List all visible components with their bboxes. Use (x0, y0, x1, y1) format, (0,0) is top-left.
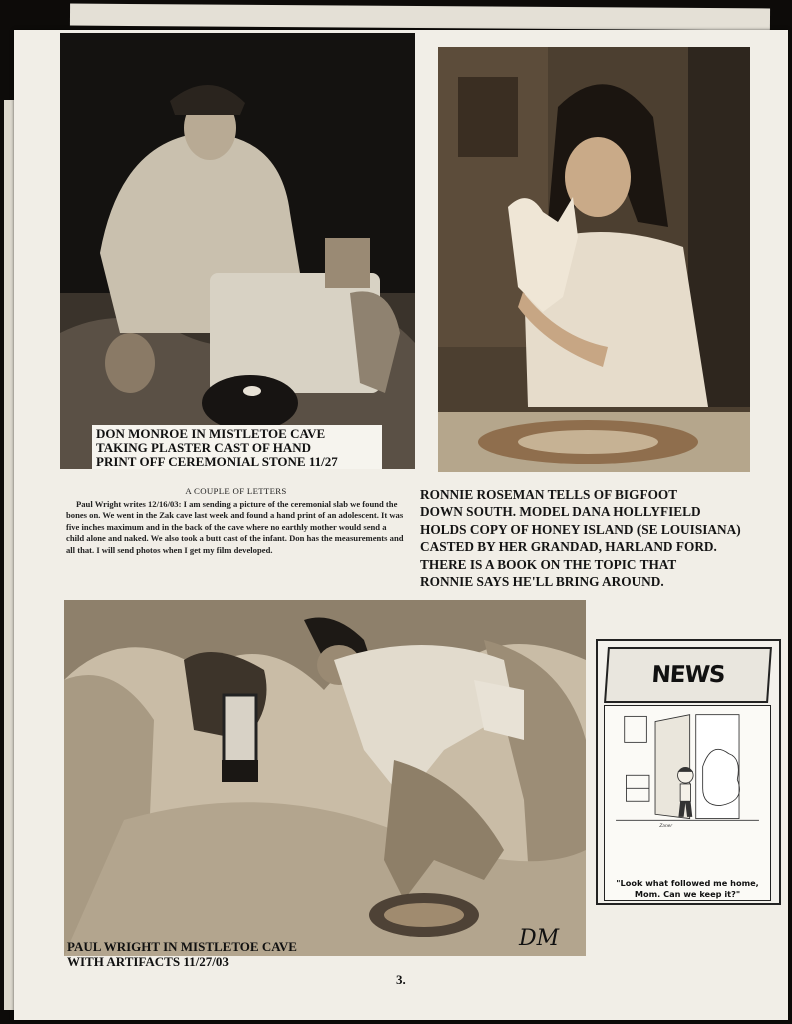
monroe-caption-line: TAKING PLASTER CAST OF HAND (96, 440, 312, 455)
monroe-photo (60, 33, 415, 469)
letters-title: A COUPLE OF LETTERS (185, 486, 287, 496)
wright-photo (64, 600, 586, 956)
letters-section (66, 486, 406, 557)
comic-banner: NEWS (604, 647, 772, 703)
monroe-caption-line: PRINT OFF CEREMONIAL STONE 11/27 (96, 454, 338, 469)
comic-panel (604, 705, 771, 901)
letters-body: Paul Wright writes 12/16/03: I am sending a picture of the ceremonial slab we found the bones on. We went in the Zak cave last week and found a hand print of an adolescent. It was five inches maximum and in the back of the cave where no earthly mother would send a child alone and naked. We also took a butt cast of the infant. Don has the measurements and all that. I will send photos when I get my film developed. (66, 498, 404, 555)
roseman-caption (420, 486, 790, 590)
roseman-line: DOWN SOUTH. MODEL DANA HOLLYFIELD (420, 504, 701, 520)
monroe-caption (92, 425, 382, 469)
comic-caption: "Look what followed me home, Mom. Can we keep it?" (616, 878, 759, 899)
roseman-line: THERE IS A BOOK ON THE TOPIC THAT (420, 556, 677, 572)
wright-caption-line: PAUL WRIGHT IN MISTLETOE CAVE (67, 939, 297, 954)
monroe-caption-line: DON MONROE IN MISTLETOE CAVE (96, 426, 326, 441)
comic-artist-signature: Zaner (659, 824, 673, 830)
roseman-line: CASTED BY HER GRANDAD, HARLAND FORD. (420, 539, 717, 555)
page-number: 3. (396, 972, 406, 987)
photographer-signature: DM (519, 926, 560, 951)
news-toons-comic (596, 639, 781, 905)
wright-caption-line: WITH ARTIFACTS 11/27/03 (67, 954, 229, 969)
back-sheet-top (70, 4, 770, 31)
comic-drawing (605, 706, 770, 874)
roseman-line: RONNIE SAYS HE'LL BRING AROUND. (420, 574, 664, 590)
hollyfield-photo (438, 47, 750, 472)
roseman-line: RONNIE ROSEMAN TELLS OF BIGFOOT (420, 487, 678, 502)
wright-caption (64, 938, 339, 972)
roseman-line: HOLDS COPY OF HONEY ISLAND (SE LOUISIANA) (420, 521, 741, 537)
